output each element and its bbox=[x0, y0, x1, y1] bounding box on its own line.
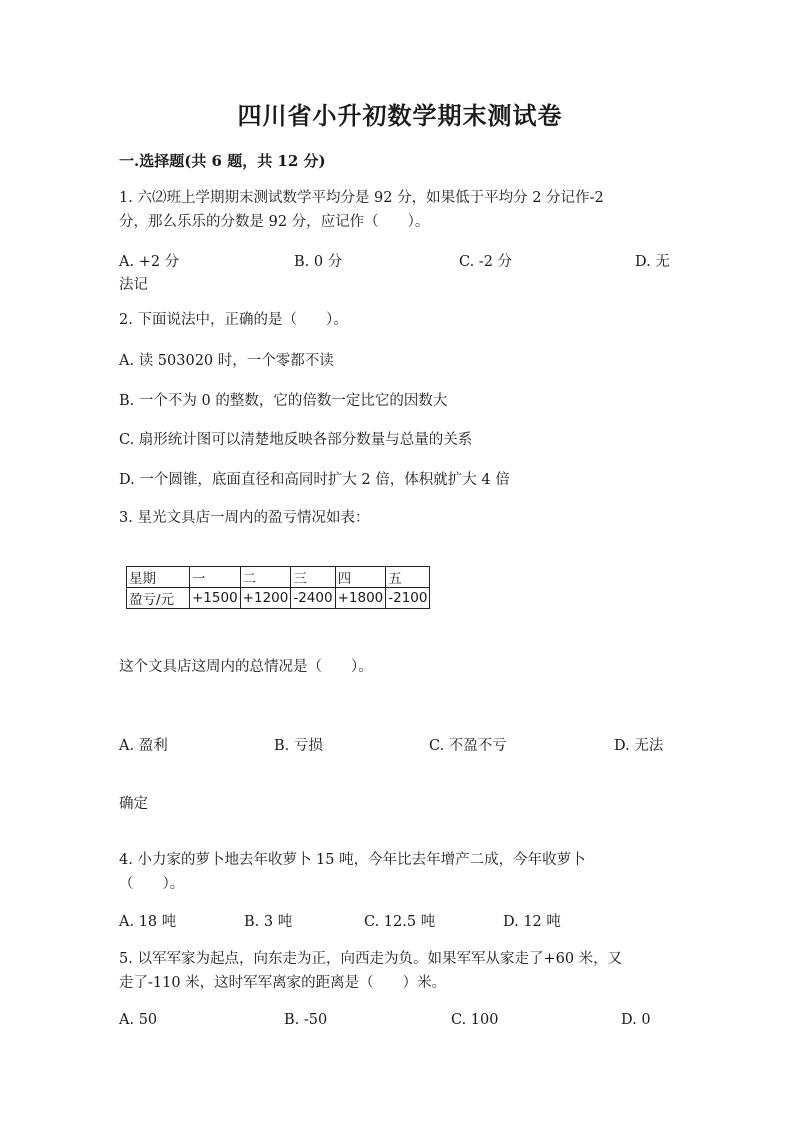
question-1-option-a: A. +2 分 bbox=[119, 254, 180, 270]
table-cell: 三 bbox=[291, 567, 335, 588]
profit-loss-table bbox=[126, 566, 430, 609]
question-1-option-d-wrap: 法记 bbox=[119, 277, 148, 293]
question-4-option-b: B. 3 吨 bbox=[244, 914, 293, 930]
question-2-option-c: C. 扇形统计图可以清楚地反映各部分数量与总量的关系 bbox=[119, 432, 473, 448]
table-cell: -2400 bbox=[291, 588, 335, 609]
question-4-stem-line1: 4. 小力家的萝卜地去年收萝卜 15 吨，今年比去年增产二成，今年收萝卜 bbox=[119, 852, 586, 868]
question-5-option-a: A. 50 bbox=[119, 1012, 158, 1028]
table-cell: 盈亏/元 bbox=[127, 588, 190, 609]
question-1-option-b: B. 0 分 bbox=[294, 254, 343, 270]
question-2-option-d: D. 一个圆锥，底面直径和高同时扩大 2 倍，体积就扩大 4 倍 bbox=[119, 472, 510, 488]
table-row bbox=[127, 588, 430, 609]
section-heading: 一.选择题(共 6 题，共 12 分) bbox=[119, 152, 326, 170]
table-cell: 五 bbox=[386, 567, 430, 588]
question-3-option-a: A. 盈利 bbox=[119, 738, 168, 754]
question-5-option-d: D. 0 bbox=[621, 1012, 651, 1028]
page-title: 四川省小升初数学期末测试卷 bbox=[237, 101, 563, 130]
question-3-stem: 3. 星光文具店一周内的盈亏情况如表： bbox=[119, 510, 370, 526]
question-4-option-c: C. 12.5 吨 bbox=[364, 914, 436, 930]
question-1-option-c: C. -2 分 bbox=[459, 254, 513, 270]
table-row bbox=[127, 567, 430, 588]
question-1-option-d: D. 无 bbox=[635, 254, 670, 270]
question-4-option-a: A. 18 吨 bbox=[119, 914, 177, 930]
table-cell: 四 bbox=[335, 567, 386, 588]
table-cell: +1800 bbox=[335, 588, 386, 609]
table-cell: -2100 bbox=[386, 588, 430, 609]
question-5-stem-line1: 5. 以军军家为起点，向东走为正，向西走为负。如果军军从家走了+60 米，又 bbox=[119, 951, 623, 967]
table-cell: 一 bbox=[190, 567, 241, 588]
table-cell: 二 bbox=[240, 567, 291, 588]
table-cell: +1200 bbox=[240, 588, 291, 609]
question-5-option-c: C. 100 bbox=[451, 1012, 499, 1028]
question-2-option-b: B. 一个不为 0 的整数，它的倍数一定比它的因数大 bbox=[119, 393, 448, 409]
question-4-option-d: D. 12 吨 bbox=[503, 914, 561, 930]
question-2-stem: 2. 下面说法中，正确的是（ ）。 bbox=[119, 312, 348, 328]
question-3-option-d: D. 无法 bbox=[614, 738, 664, 754]
question-3-option-b: B. 亏损 bbox=[274, 738, 323, 754]
question-5-option-b: B. -50 bbox=[284, 1012, 328, 1028]
question-5-stem-line2: 走了-110 米，这时军军离家的距离是（ ）米。 bbox=[119, 975, 447, 991]
table-cell: +1500 bbox=[190, 588, 241, 609]
question-3-question: 这个文具店这周内的总情况是（ ）。 bbox=[119, 659, 373, 675]
question-3-option-c: C. 不盈不亏 bbox=[429, 738, 507, 754]
table-cell: 星期 bbox=[127, 567, 190, 588]
question-1-stem-line1: 1. 六⑵班上学期期末测试数学平均分是 92 分，如果低于平均分 2 分记作-2 bbox=[119, 190, 604, 206]
question-4-stem-line2: （ ）。 bbox=[119, 876, 185, 892]
question-3-option-d-wrap: 确定 bbox=[119, 796, 148, 812]
question-2-option-a: A. 读 503020 时，一个零都不读 bbox=[119, 353, 334, 369]
question-1-stem-line2: 分，那么乐乐的分数是 92 分，应记作（ ）。 bbox=[119, 214, 430, 230]
